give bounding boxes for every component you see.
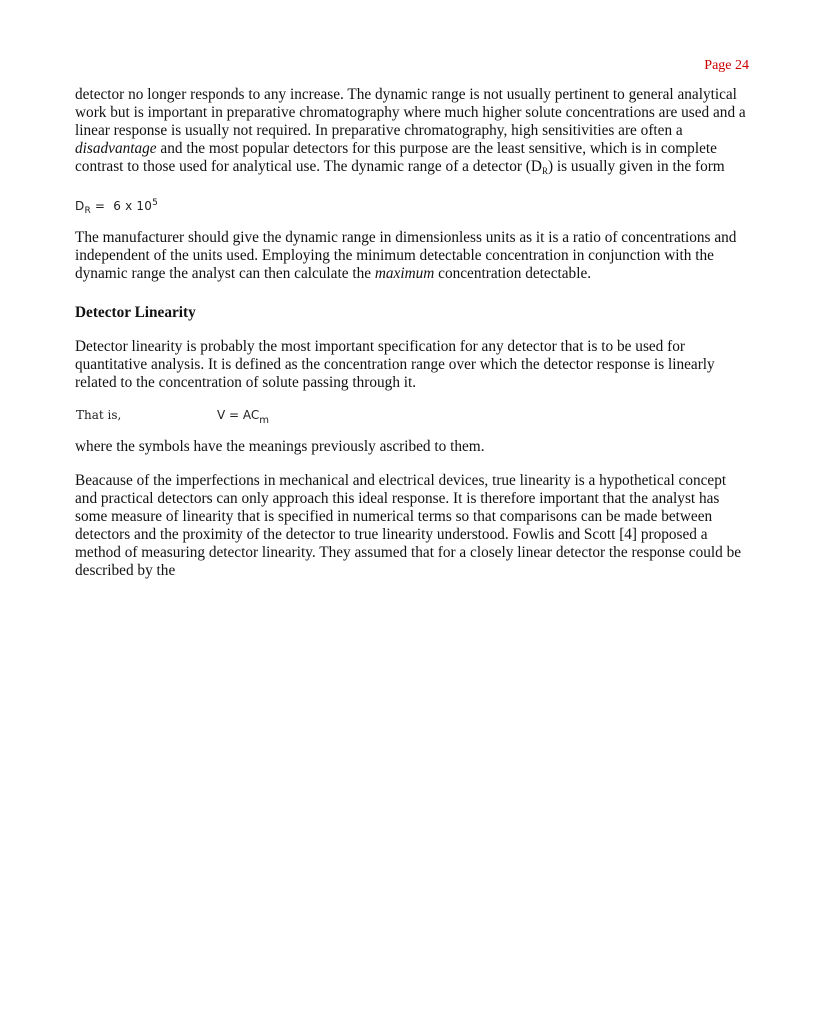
formula-dynamic-range	[75, 197, 751, 215]
paragraph-manufacturer	[75, 229, 751, 283]
paragraph-linearity-definition: Detector linearity is probably the most important specification for any detector that is to be used for quantitative analysis. It is defined as the concentration range over which the detector response is linearly related to the concentration of solute passing through it.	[75, 338, 715, 391]
formula-text: = 6 x 10	[90, 199, 153, 213]
emphasis-text: maximum	[374, 265, 435, 282]
paragraph-imperfections: Beacause of the imperfections in mechanical and electrical devices, true linearity is a hypothetical concept and practical detectors can only approach this ideal response. It is therefore important that the analyst has some measure of linearity that is specified in numerical terms so that comparisons can be made between detectors and the proximity of the detector to true linearity understood. Fowlis and Scott [4] proposed a method of measuring detector linearity. They assumed that for a closely linear detector the response could be described by the	[75, 472, 742, 579]
section-heading: Detector Linearity	[75, 304, 196, 321]
text-segment: The manufacturer should give the dynamic range in dimensionless units as it is a ratio of concentrations and independent of the units used. Employing the minimum detectable concentration in conjunction with the dynamic range the analyst can then calculate the	[75, 229, 737, 282]
formula-subscript: m	[259, 415, 270, 426]
formula-subscript: R	[84, 206, 91, 216]
formula-text: V = AC	[217, 408, 260, 422]
text-segment: detector no longer responds to any increase. The dynamic range is not usually pertinent to general analytical work but is important in preparative chromatography where much higher solute concentrations are used and a linear response is usually not required. In preparative chromatography, high sensitivities are often a	[75, 86, 746, 139]
emphasis-text: disadvantage	[75, 140, 157, 157]
paragraph-dynamic-range	[75, 86, 751, 177]
text-segment: and the most popular detectors for this purpose are the least sensitive, which is in complete contrast to those used for analytical use. The dynamic range of a detector (D	[75, 140, 717, 175]
text-segment: concentration detectable.	[434, 265, 592, 282]
page-number: Page 24	[704, 58, 749, 73]
subscript: R	[541, 166, 548, 176]
text-segment: ) is usually given in the form	[547, 158, 725, 175]
formula-linearity	[75, 406, 751, 426]
formula-exponent: 5	[152, 198, 158, 208]
page-body	[75, 86, 751, 580]
paragraph-symbols: where the symbols have the meanings previously ascribed to them.	[75, 438, 485, 455]
formula-lead-text: That is,	[76, 408, 122, 422]
formula-expression	[217, 406, 269, 426]
formula-symbol: D	[75, 199, 85, 213]
